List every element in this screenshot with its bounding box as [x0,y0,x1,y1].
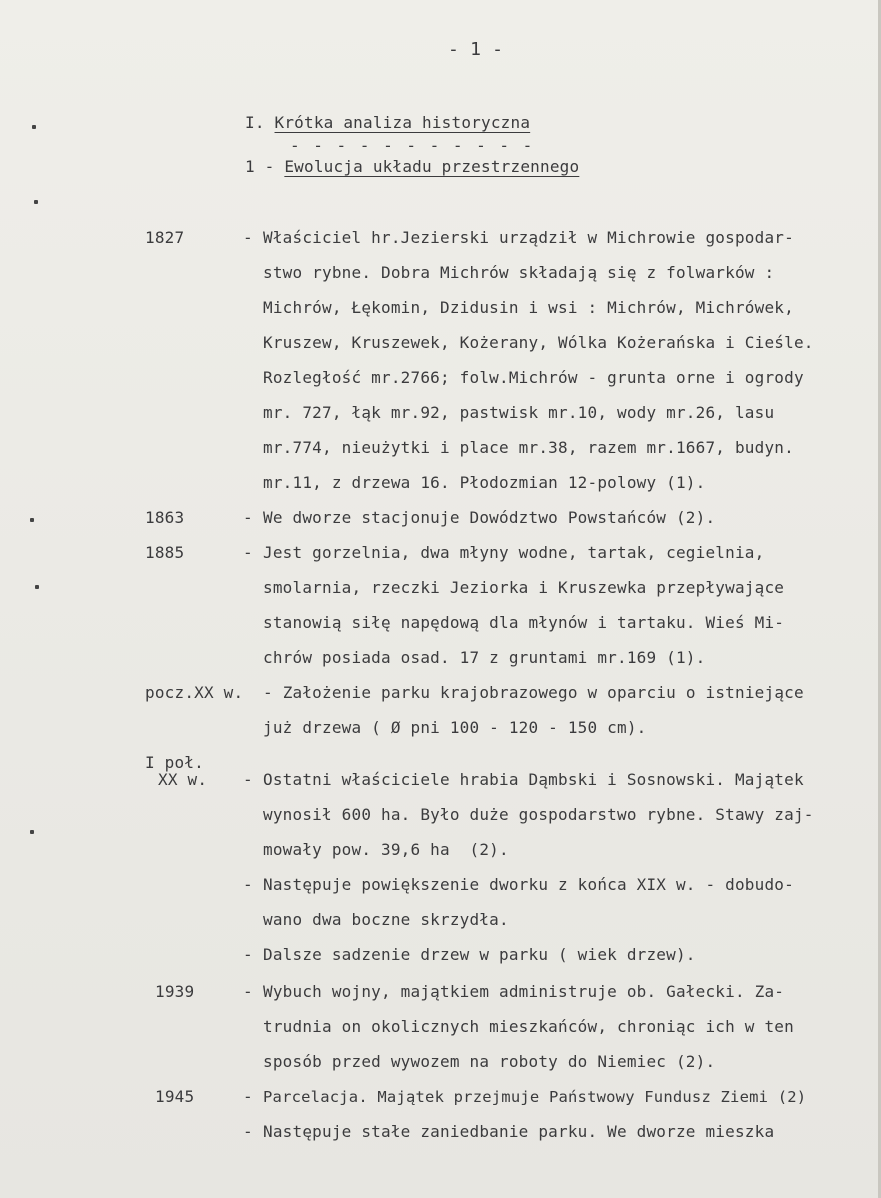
entry-line: Kruszew, Kruszewek, Kożerany, Wólka Kożerańska i Cieśle. [263,333,814,352]
entry-dash: - [243,1122,253,1141]
entry-line: mr.11, z drzewa 16. Płodozmian 12-polowy (1). [263,473,706,492]
entry-year: I poł. [145,753,204,772]
section-roman: I. [245,113,265,132]
entry-year: XX w. [158,770,208,789]
entry-line: mr. 727, łąk mr.92, pastwisk mr.10, wody mr.26, lasu [263,403,775,422]
subsection-title: Ewolucja układu przestrzennego [284,157,580,176]
entry-line: mr.774, nieużytki i place mr.38, razem mr.1667, budyn. [263,438,794,457]
entry-dash: - [243,982,253,1001]
subsection-heading [245,157,579,177]
entry-line: wynosił 600 ha. Było duże gospodarstwo rybne. Stawy zaj- [263,805,814,824]
entry-line: Ostatni właściciele hrabia Dąmbski i Sosnowski. Majątek [263,770,804,789]
entry-line: smolarnia, rzeczki Jeziorka i Kruszewka przepływające [263,578,785,597]
entry-dash: - [243,508,253,527]
punch-mark [34,200,38,204]
entry-dash: - [243,875,253,894]
entry-line: już drzewa ( Ø pni 100 - 120 - 150 cm). [263,718,647,737]
entry-line: stanowią siłę napędową dla młynów i tartaku. Wieś Mi- [263,613,785,632]
punch-mark [30,518,34,522]
entry-dash: - [243,543,253,562]
entry-line: Dalsze sadzenie drzew w parku ( wiek drzew). [263,945,696,964]
entry-dash: - [243,945,253,964]
entry-dash: - [243,770,253,789]
entry-line: Następuje stałe zaniedbanie parku. We dworze mieszka [263,1122,775,1141]
entry-year: 1863 [145,508,185,527]
entry-line: trudnia on okolicznych mieszkańców, chroniąc ich w ten [263,1017,794,1036]
entry-line: We dworze stacjonuje Dowództwo Powstańców (2). [263,508,716,527]
entry-line: wano dwa boczne skrzydła. [263,910,509,929]
subsection-number: 1 - [245,157,275,176]
entry-line: Wybuch wojny, majątkiem administruje ob. Gałecki. Za- [263,982,785,1001]
entry-line: Parcelacja. Majątek przejmuje Państwowy Fundusz Ziemi (2) [263,1088,807,1106]
entry-dash: - [243,1087,253,1106]
entry-year: 1939 [155,982,195,1001]
entry-dash: - [243,228,253,247]
section-title: Krótka analiza historyczna [274,113,531,132]
entry-year: pocz.XX w. [145,683,244,702]
page-number: - 1 - [448,39,504,60]
entry-year: 1885 [145,543,185,562]
entry-line: Właściciel hr.Jezierski urządził w Michrowie gospodar- [263,228,794,247]
entry-year: 1945 [155,1087,195,1106]
entry-line: Michrów, Łękomin, Dzidusin i wsi : Michrów, Michrówek, [263,298,794,317]
section-heading [245,113,530,133]
punch-mark [35,585,39,589]
entry-line: chrów posiada osad. 17 z gruntami mr.169 (1). [263,648,706,667]
entry-line: sposób przed wywozem na roboty do Niemiec (2). [263,1052,716,1071]
entry-line: Jest gorzelnia, dwa młyny wodne, tartak, cegielnia, [263,543,765,562]
entry-line: mowały pow. 39,6 ha (2). [263,840,509,859]
punch-mark [32,125,36,129]
entry-line: - Założenie parku krajobrazowego w oparciu o istniejące [263,683,804,702]
punch-mark [30,830,34,834]
entry-line: Następuje powiększenie dworku z końca XIX w. - dobudo- [263,875,794,894]
heading-dash-line: - - - - - - - - - - - [290,136,535,155]
entry-line: stwo rybne. Dobra Michrów składają się z folwarków : [263,263,775,282]
entry-line: Rozległość mr.2766; folw.Michrów - grunta orne i ogrody [263,368,804,387]
entry-year: 1827 [145,228,185,247]
